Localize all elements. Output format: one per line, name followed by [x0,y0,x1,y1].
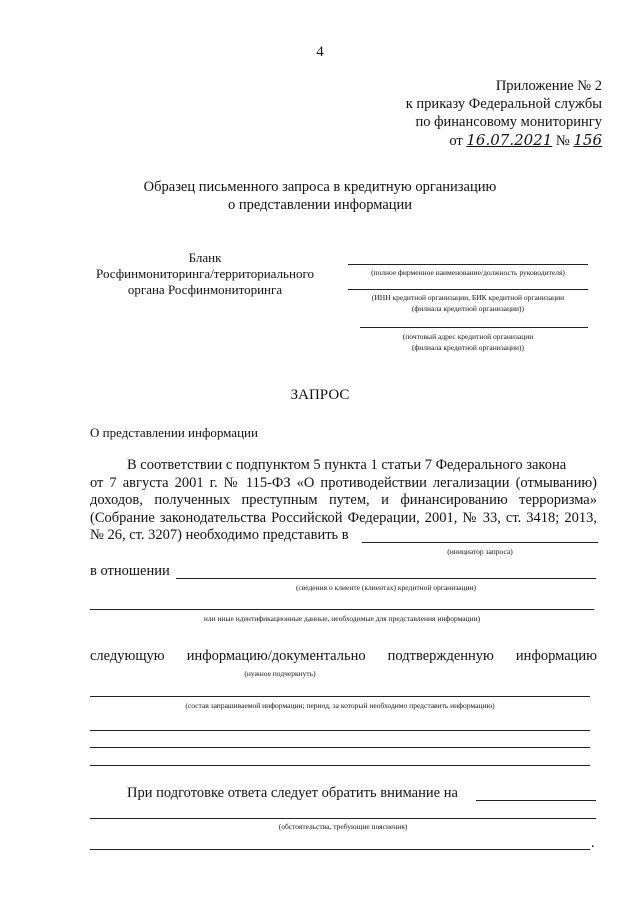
underline-caption: (нужное подчеркнуть) [244,669,316,678]
other-data-caption: или иные идентификационные данные, необходимые для представления информации) [203,614,481,623]
recipient-name-caption: (полное фирменное наименование/должность руководителя) [371,268,565,277]
regarding-line [176,578,596,579]
circumstances-caption: (обстоятельства, требующие пояснения) [278,822,408,831]
blank-label: Бланк [188,250,222,265]
inn-bik-caption-branch: (филиала кредитной организации)) [411,304,525,313]
recipient-name-line [348,264,588,265]
following-word-2: информацию/документально [186,648,366,664]
postal-address-caption: (почтовый адрес кредитной организации [402,332,534,341]
following-word-1: следующую [90,648,165,664]
number-label: № [555,133,570,149]
order-number: 156 [573,131,602,149]
inn-bik-line [348,289,588,290]
initiator-line [362,542,598,543]
order-date-number [449,131,602,150]
following-word-4: информацию [515,648,597,664]
final-line [90,849,590,850]
paragraph-line5: № 26, ст. 3207) необходимо представить в [90,527,349,543]
document-title-line2: о представлении информации [227,197,413,213]
paragraph-line1: В соответствии с подпунктом 5 пункта 1 статьи 7 Федерального закона [127,457,567,473]
inn-bik-caption: (ИНН кредитной организации, БИК кредитной организации [371,293,565,302]
circumstances-line [90,818,596,819]
appendix-label: Приложение № 2 [495,78,602,94]
paragraph-line4: (Собрание законодательства Российской Федерации, 2001, № 33, ст. 3418; 2013, [90,510,597,526]
from-label: от [449,133,463,149]
initiator-caption: (инициатор запроса) [447,547,513,556]
attention-text: При подготовке ответа следует обратить внимание на [127,785,458,801]
following-info-line [90,648,597,665]
request-heading: ЗАПРОС [290,387,350,403]
paragraph-line3: доходов, полученных преступным путем, и финансированию терроризма» [90,492,597,508]
request-subject: О представлении информации [90,425,258,440]
blank-line-3 [90,765,590,766]
document-title-line1: Образец письменного запроса в кредитную организацию [143,179,497,195]
order-date: 16.07.2021 [466,131,553,149]
blank-line-2 [90,747,590,748]
order-line: к приказу Федеральной службы [405,96,602,112]
blank-line-1 [90,730,590,731]
attention-line [476,800,596,801]
paragraph-line2: от 7 августа 2001 г. № 115-ФЗ «О противодействии легализации (отмыванию) [90,475,597,491]
final-dot: . [591,835,595,851]
page-number: 4 [316,44,324,60]
composition-line [90,696,590,697]
client-caption: (сведения о клиенте (клиентах) кредитной организации) [295,583,477,592]
blank-org-line2: органа Росфинмониторинга [127,282,283,297]
service-line: по финансовому мониторингу [415,114,602,130]
postal-address-caption-branch: (филиала кредитной организации)) [411,343,525,352]
postal-address-line [360,327,588,328]
regarding-label: в отношении [90,563,170,579]
blank-org-line1: Росфинмониторинга/территориального [96,266,314,281]
following-word-3: подтвержденную [387,648,494,664]
composition-caption: (состав запрашиваемой информации; период, за который необходимо представить информацию) [185,701,495,710]
other-data-line [90,609,594,610]
